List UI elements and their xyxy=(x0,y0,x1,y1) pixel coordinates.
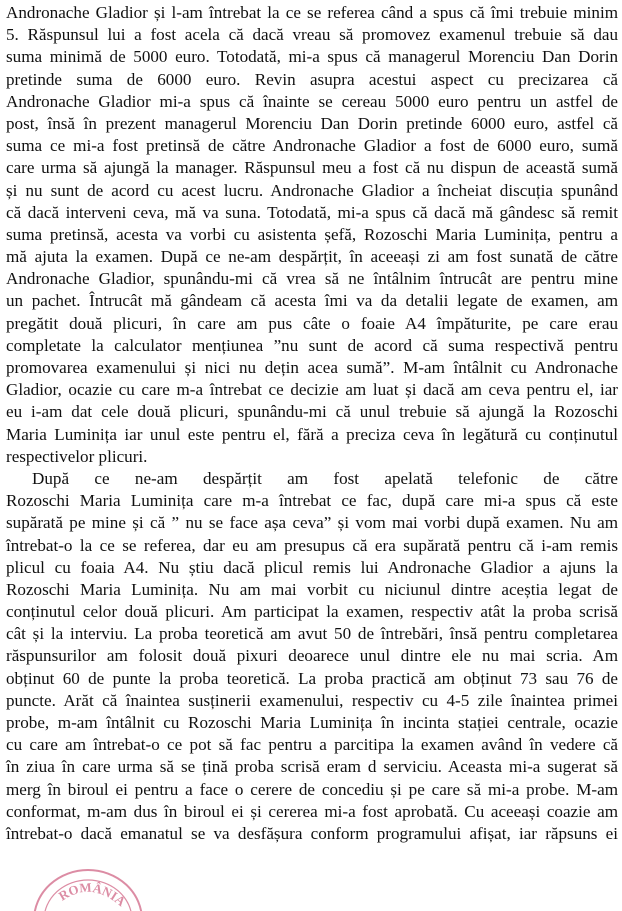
text-line: întrebat-o la ce se referea, dar eu am presupus că era supărată pentru că i-am remis xyxy=(6,535,618,555)
text-line: cu care am întrebat-o ce pot să fac pentru a parcitipa la examen având în vedere că xyxy=(6,735,618,755)
text-line: Maria Luminița iar unul este pentru el, fără a preciza ceva în legătură cu conținutul xyxy=(6,424,618,444)
text-line: și nu sunt de acord cu acest lucru. Andronache Gladior a încheiat discuția spunând xyxy=(6,180,618,200)
text-line: Andronache Gladior și l-am întrebat la ce se referea când a spus că îmi trebuie minim xyxy=(6,3,618,22)
text-line: suma ce mi-a fost pretinsă de către Andronache Gladior a fost de 6000 euro, sumă xyxy=(6,136,618,156)
text-line: Rozoschi Maria Luminița care m-a întrebat ce fac, după care mi-a spus că este xyxy=(6,491,618,511)
text-line: respectivelor plicuri. xyxy=(6,446,148,466)
text-line: cât și la interviu. La proba teoretică am avut 50 de întrebări, însă pentru completarea xyxy=(6,624,618,644)
text-line: un pachet. Întrucât mă gândeam că acesta îmi va da detalii legate de examen, am xyxy=(6,291,618,311)
text-line: că dacă interveni ceva, mă va suna. Totodată, mi-a spus că dacă mă gândesc să remit xyxy=(6,202,618,222)
text-line: care urma să ajungă la manager. Răspunsul meu a fost că nu dispun de această sumă xyxy=(6,158,618,178)
official-stamp xyxy=(28,858,148,911)
text-line: conținutul celor două plicuri. Am participat la examen, respectiv atât la proba scrisă xyxy=(6,602,618,622)
text-line: pregătit două plicuri, în care am pus câte o foaie A4 împăturite, pe care erau xyxy=(6,313,618,333)
text-line: probe, m-am întâlnit cu Rozoschi Maria Luminița în incinta stației centrale, ocazie xyxy=(6,713,618,732)
document-body xyxy=(6,2,618,845)
text-line: completate la calculator mențiunea ”nu sunt de acord că suma respectivă pentru xyxy=(6,335,618,355)
text-line: în ziua în care urma să se țină proba scrisă eram d serviciu. Aceasta mi-a sugerat să xyxy=(6,757,618,777)
text-line: eu i-am dat cele două plicuri, spunându-mi că unul trebuie să ajungă la Rozoschi xyxy=(6,402,618,422)
text-line: supărată pe mine și că ” nu se face așa ceva” și vom mai vorbi după examen. Nu am xyxy=(6,513,618,533)
text-line: Andronache Gladior mi-a spus că înainte se cereau 5000 euro pentru un astfel de xyxy=(6,91,618,111)
text-line: După ce ne-am despărțit am fost apelată telefonic de către xyxy=(32,468,618,488)
text-line: promovarea examenului și nici nu dețin acea sumă”. M-am întâlnit cu Andronache xyxy=(6,358,618,377)
text-line: post, însă în prezent managerul Morenciu Dan Dorin pretinde 6000 euro, astfel că xyxy=(6,113,618,133)
text-line: puncte. Arăt că înaintea susținerii examenului, respectiv cu 4-5 zile înaintea primei xyxy=(6,690,618,710)
text-line: mă ajuta la examen. După ce ne-am despărțit, în aceeași zi am fost sunată de către xyxy=(6,247,618,267)
text-line: răspunsurilor am folosit două pixuri deoarece unul dintre ele nu mai scria. Am xyxy=(6,646,618,666)
text-line: conformat, m-am dus în biroul ei și cererea mi-a fost aprobată. Cu aceeași coazie am xyxy=(6,801,618,821)
text-line: pretinde suma de 6000 euro. Revin asupra acestui aspect cu precizarea că xyxy=(6,69,618,89)
text-line: plicul cu foaia A4. Nu știu dacă plicul remis lui Andronache Gladior a ajuns la xyxy=(6,557,618,577)
text-line: Rozoschi Maria Luminița. Nu am mai vorbit cu niciunul dintre aceștia legat de xyxy=(6,579,618,599)
text-line: 5. Răspunsul lui a fost acela că dacă vreau să promovez examenul trebuie să dau xyxy=(6,25,618,45)
stamp-text: ROMÂNIA xyxy=(55,879,129,910)
text-line: merg în biroul ei pentru a face o cerere de concediu și pe care să mi-a probe. M-am xyxy=(6,779,618,799)
text-line: Andronache Gladior, spunându-mi că vrea să ne întâlnim întrucât are pentru mine xyxy=(6,269,618,289)
text-line: întrebat-o dacă emanatul se va desfășura conform programului afișat, iar răpsuns ei xyxy=(6,823,618,843)
text-line: suma minimă de 5000 euro. Totodată, mi-a spus că managerul Morenciu Dan Dorin xyxy=(6,47,618,67)
text-line: suma pretinsă, acesta va vorbi cu asistenta șefă, Rozoschi Maria Luminița, pentru a xyxy=(6,224,618,244)
text-line: obținut 60 de punte la proba teoretică. La proba practică am obținut 73 sau 76 de xyxy=(6,668,618,688)
text-line: Gladior, ocazie cu care m-a întrebat ce decizie am luat și dacă am ceva pentru el, iar xyxy=(6,380,618,400)
